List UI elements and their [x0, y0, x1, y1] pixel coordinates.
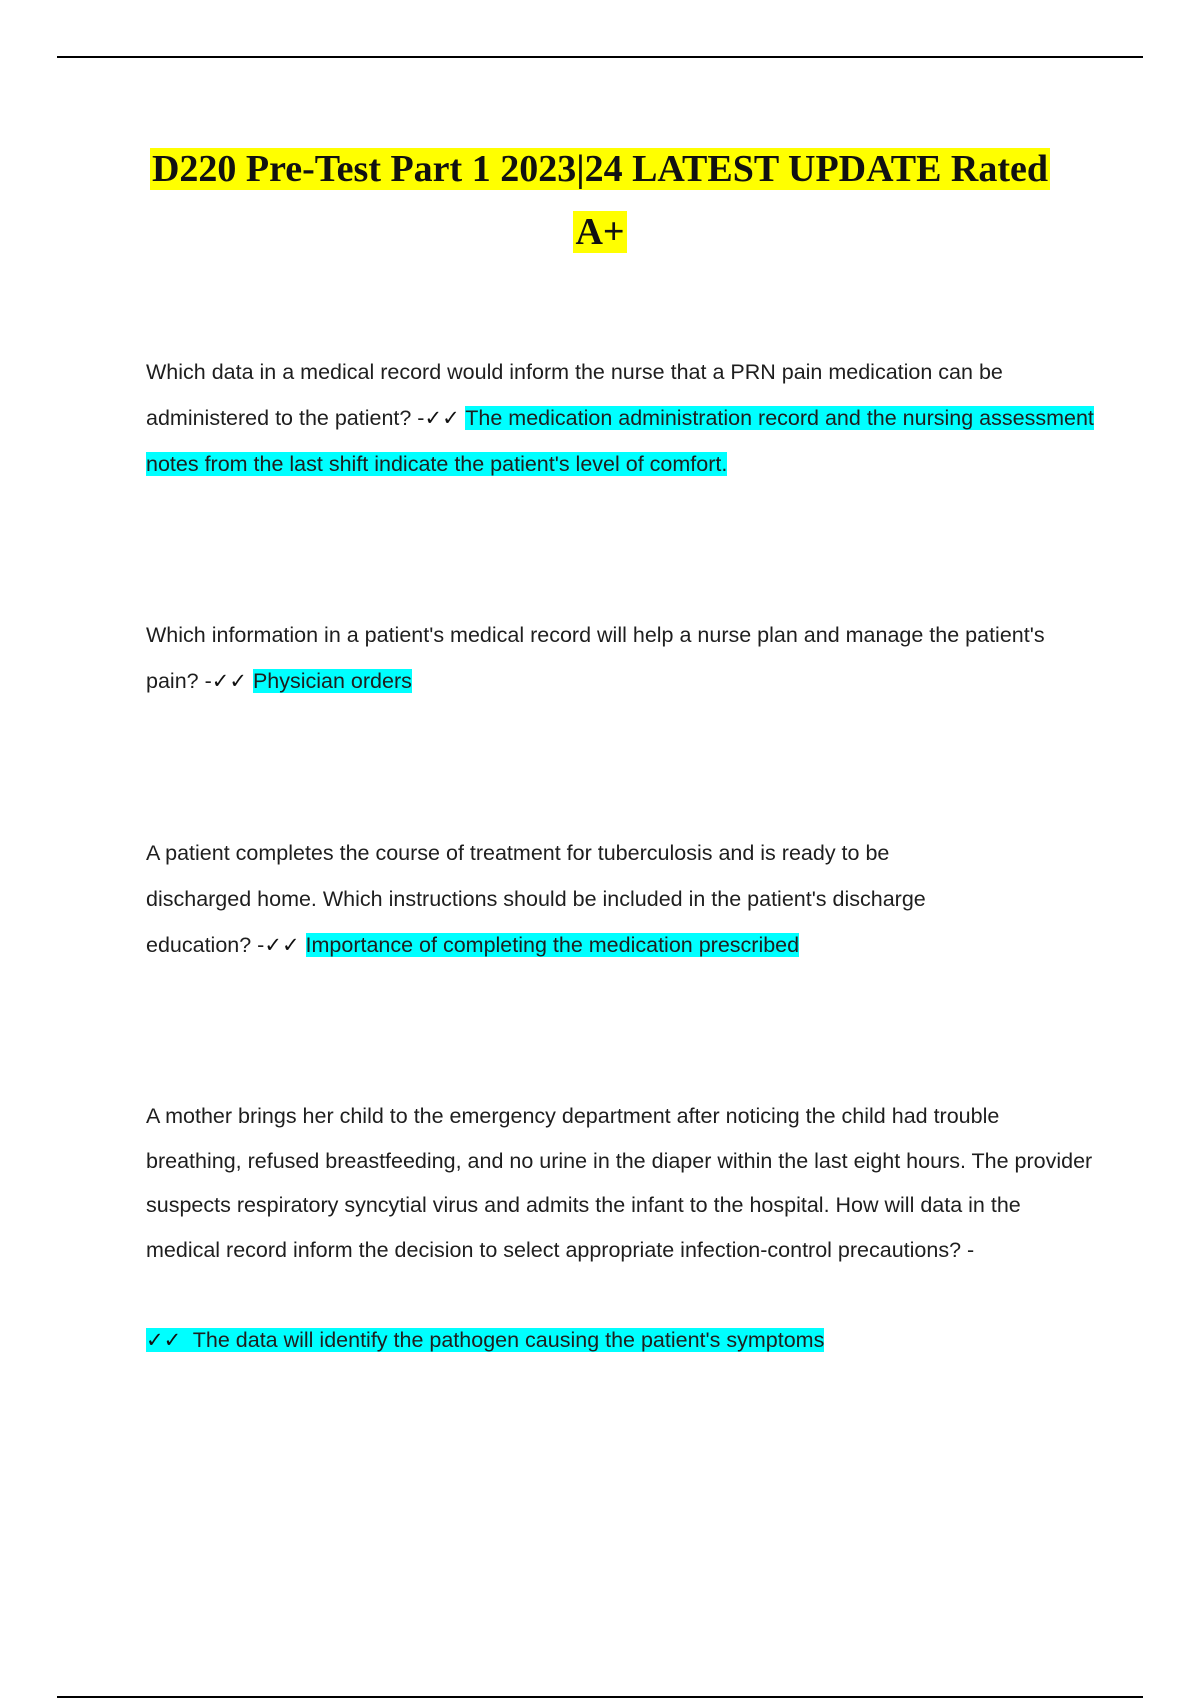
bottom-rule	[57, 1696, 1143, 1698]
checkmark-icon: ✓✓	[264, 933, 300, 957]
document-title	[60, 138, 1140, 264]
question-1-text: Which data in a medical record would inform the nurse that a PRN pain medication can be administered to the patient? -	[146, 360, 1003, 430]
title-line-2: A+	[575, 211, 625, 253]
question-block-2	[146, 612, 1096, 704]
answer-2-text: Physician orders	[252, 669, 412, 693]
answer-4-text: The data will identify the pathogen causing the patient's symptoms	[192, 1328, 825, 1352]
checkmark-icon: ✓✓	[424, 406, 460, 430]
top-rule	[57, 56, 1143, 58]
question-3-line-1: A patient completes the course of treatment for tuberculosis and is ready to be	[146, 841, 890, 865]
answer-4-highlight	[146, 1328, 824, 1352]
question-block-1	[146, 349, 1096, 487]
question-4-text: A mother brings her child to the emergency department after noticing the child had trouble breathing, refused breastfeeding, and no urine in the diaper within the last eight hours. The provider suspects respiratory syncytial virus and admits the infant to the hospital. How will data in the medical record inform the decision to select appropriate infection-control precautions? -	[146, 1104, 1093, 1262]
checkmark-icon: ✓✓	[146, 1328, 182, 1352]
title-line-1: D220 Pre-Test Part 1 2023|24 LATEST UPDATE Rated	[151, 148, 1049, 190]
question-3-line-2: discharged home. Which instructions should be included in the patient's discharge	[146, 887, 926, 911]
checkmark-icon: ✓✓	[211, 669, 247, 693]
answer-4-line	[146, 1317, 824, 1363]
question-block-3	[146, 830, 1096, 968]
question-block-4	[146, 1094, 1096, 1272]
question-2-text: Which information in a patient's medical record will help a nurse plan and manage the patient's pain? -	[146, 623, 1045, 693]
answer-3-text: Importance of completing the medication prescribed	[305, 933, 800, 957]
question-3-line-3: education? -	[146, 933, 265, 957]
answer-1-text: The medication administration record and the nursing assessment notes from the last shift indicate the patient's level of comfort.	[146, 406, 1094, 476]
